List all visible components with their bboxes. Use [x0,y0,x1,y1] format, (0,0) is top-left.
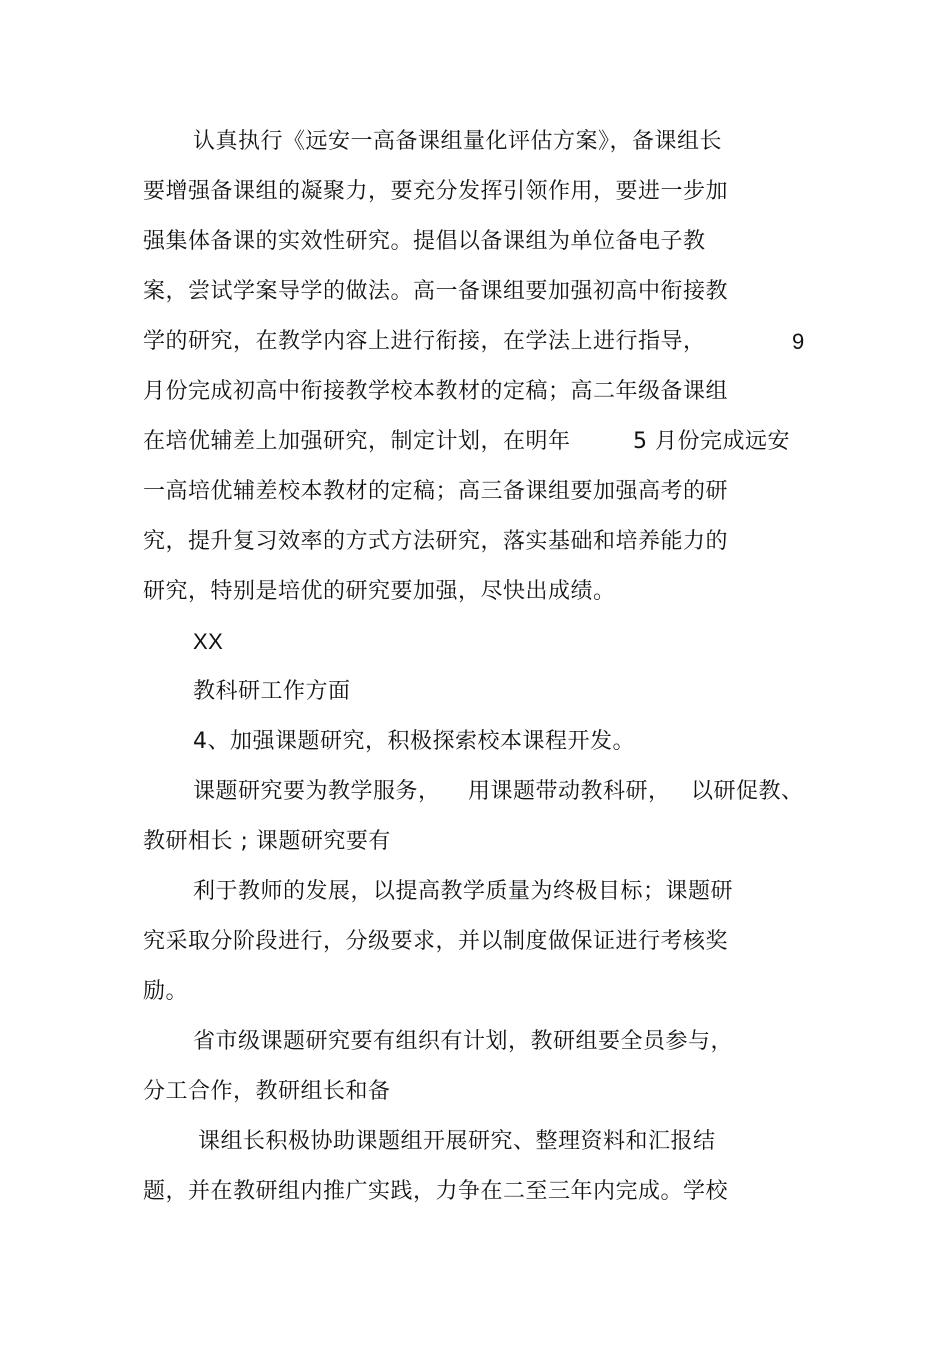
text-line: 教研相长 ; 课题研究要有 [143,829,391,854]
text-line: 月份完成初高中衔接教学校本教材的定稿；高二年级备课组 [143,379,729,404]
text-line: 课组长积极协助课题组开展研究、整理资料和汇报结 [198,1129,716,1154]
text-line: 5 月份完成远安 [633,429,790,454]
text-line: 9 [792,329,805,354]
text-line: 以研促教、 [691,779,804,804]
text-line: 认真执行《远安一高备课组量化评估方案》，备课组长 [193,129,723,154]
text-line: 用课题带动教科研， [468,779,671,804]
text-line: 课题研究要为教学服务， [193,779,441,804]
text-line: 究，提升复习效率的方式方法研究，落实基础和培养能力的 [143,529,729,554]
text-line: 励。 [143,979,189,1004]
text-line: 一高培优辅差校本教材的定稿；高三备课组要加强高考的研 [143,479,729,504]
text-line: XX [193,629,224,654]
text-line: 学的研究，在教学内容上进行衔接，在学法上进行指导， [143,329,706,354]
section-heading: 教科研工作方面 [193,679,351,704]
text-line: 研究，特别是培优的研究要加强，尽快出成绩。 [143,579,616,604]
text-line: 究采取分阶段进行，分级要求，并以制度做保证进行考核奖 [143,929,729,954]
text-line: 利于教师的发展，以提高教学质量为终极目标；课题研 [193,879,734,904]
text-line: 分工合作，教研组长和备 [143,1079,391,1104]
section-heading: 4、加强课题研究，积极探索校本课程开发。 [193,729,635,754]
text-line: 题，并在教研组内推广实践，力争在二至三年内完成。学校 [143,1179,729,1204]
text-line: 在培优辅差上加强研究，制定计划，在明年 [143,429,571,454]
text-line: 要增强备课组的凝聚力，要充分发挥引领作用，要进一步加 [143,179,729,204]
text-line: 案，尝试学案导学的做法。高一备课组要加强初高中衔接教 [143,279,729,304]
text-line: 省市级课题研究要有组织有计划，教研组要全员参与， [193,1029,734,1054]
text-line: 强集体备课的实效性研究。提倡以备课组为单位备电子教 [143,229,706,254]
